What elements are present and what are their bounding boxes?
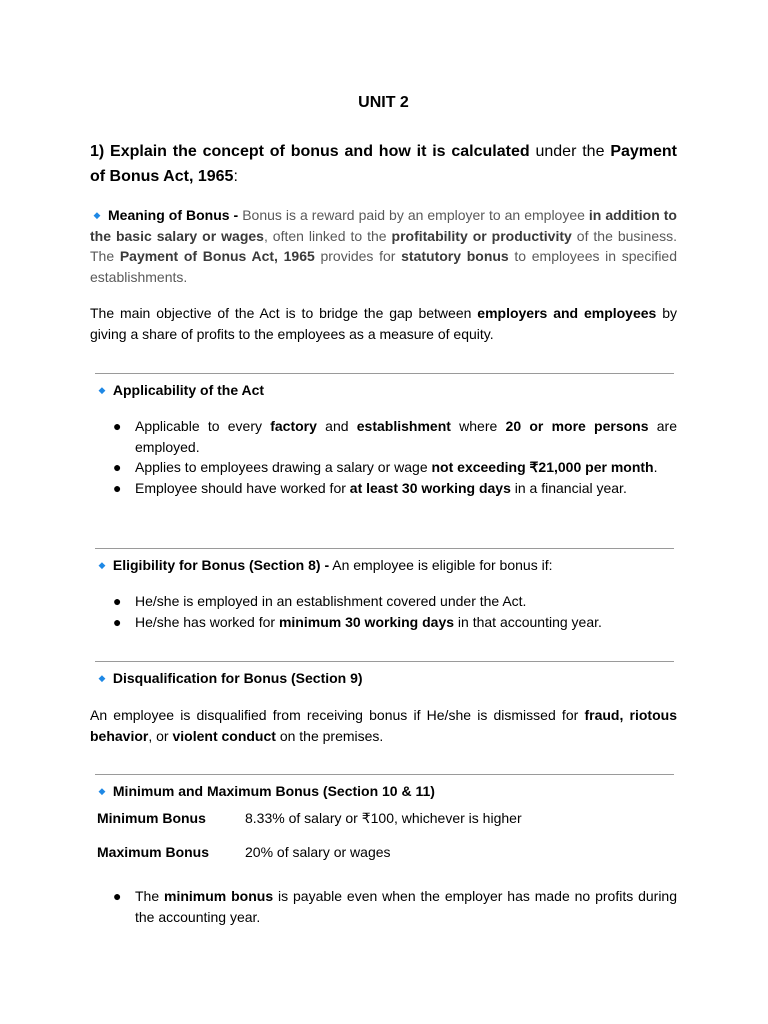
meaning-section xyxy=(90,205,677,287)
objective-text: by giving a share of profits to the employees as a measure of equity. xyxy=(90,305,677,342)
list-item xyxy=(110,612,677,633)
disq-text: An employee is disqualified from receiving bonus if He/she is dismissed for xyxy=(90,707,585,723)
objective-paragraph xyxy=(90,303,677,344)
disq-bold: violent conduct xyxy=(172,727,276,744)
disq-text: on the premises. xyxy=(275,727,384,744)
objective-section xyxy=(90,303,677,344)
item-bold: factory xyxy=(270,418,317,434)
divider xyxy=(95,548,674,549)
disq-bold: fraud, riotous behavior xyxy=(90,707,677,744)
question-heading xyxy=(90,139,677,189)
item-bold: minimum bonus xyxy=(164,888,274,904)
item-bold: minimum 30 working days xyxy=(278,613,455,630)
disqualification-paragraph xyxy=(90,705,677,746)
minmax-heading xyxy=(95,781,675,801)
item-text: Applicable to every xyxy=(135,418,271,434)
table-value: 20% of salary or wages xyxy=(245,844,391,860)
bullet-icon: ● xyxy=(113,888,122,904)
question-text-2: : xyxy=(233,168,238,185)
objective-bold: employers and employees xyxy=(477,305,657,321)
item-text: and xyxy=(316,418,357,434)
question-text-1: under the xyxy=(529,143,611,160)
divider xyxy=(95,774,674,775)
item-bold: not exceeding ₹21,000 per month xyxy=(431,459,654,475)
meaning-bold: statutory bonus xyxy=(401,248,509,264)
item-bold: at least 30 working days xyxy=(349,479,511,496)
disqualification-heading xyxy=(95,668,675,688)
minmax-title: Minimum and Maximum Bonus (Section 10 & 11) xyxy=(112,783,435,799)
diamond-bullet-icon: ◆ xyxy=(98,385,106,395)
item-text: where xyxy=(450,418,506,434)
item-text: is payable even when the employer has made no profits during the accounting year. xyxy=(135,888,678,925)
meaning-text: Bonus is a reward paid by an employer to an employee xyxy=(238,207,589,223)
item-text: are employed. xyxy=(135,418,678,455)
eligibility-heading xyxy=(95,555,675,575)
meaning-text: to employees in specified establishments. xyxy=(90,248,678,285)
meaning-text: of the business. The xyxy=(90,227,677,264)
eligibility-list xyxy=(110,591,677,632)
eligibility-desc: An employee is eligible for bonus if: xyxy=(329,557,553,573)
list-item xyxy=(110,886,677,927)
bonus-table xyxy=(97,801,522,869)
eligibility-title: Eligibility for Bonus (Section 8) - xyxy=(112,557,330,573)
item-text: The xyxy=(135,888,165,904)
item-text: He/she is employed in an establishment covered under the Act. xyxy=(135,593,527,609)
list-item xyxy=(110,416,677,457)
table-row xyxy=(97,801,522,835)
meaning-bold: profitability or productivity xyxy=(391,227,572,244)
bullet-icon: ● xyxy=(113,459,122,475)
bullet-icon: ● xyxy=(113,479,122,496)
disqualification-section xyxy=(90,705,677,746)
applicability-title: Applicability of the Act xyxy=(112,382,265,398)
applicability-heading xyxy=(95,380,675,400)
item-text: . xyxy=(653,459,658,475)
bullet-icon: ● xyxy=(113,418,122,434)
list-item xyxy=(110,478,677,499)
item-text: in that accounting year. xyxy=(454,613,602,630)
diamond-bullet-icon: ◆ xyxy=(98,673,106,683)
applicability-list xyxy=(110,416,677,498)
item-text: in a financial year. xyxy=(510,479,627,496)
diamond-bullet-icon: ◆ xyxy=(98,786,106,796)
diamond-bullet-icon: ◆ xyxy=(93,210,101,220)
bullet-icon: ● xyxy=(113,613,122,630)
bullet-icon: ● xyxy=(113,593,122,609)
item-text: Employee should have worked for xyxy=(135,479,350,496)
item-bold: 20 or more persons xyxy=(505,418,649,434)
disqualification-title: Disqualification for Bonus (Section 9) xyxy=(112,670,363,686)
table-key: Maximum Bonus xyxy=(97,844,210,860)
item-text: He/she has worked for xyxy=(135,613,279,630)
divider xyxy=(95,661,674,662)
meaning-label: Meaning of Bonus - xyxy=(108,207,239,223)
meaning-bold: in addition to the basic salary or wages xyxy=(90,207,677,244)
meaning-paragraph xyxy=(90,205,677,287)
diamond-bullet-icon: ◆ xyxy=(98,560,106,570)
table-key: Minimum Bonus xyxy=(97,810,206,826)
list-item xyxy=(110,591,677,612)
list-item xyxy=(110,457,677,478)
disq-text: , or xyxy=(148,727,173,744)
meaning-text: , often linked to the xyxy=(263,227,392,244)
table-row xyxy=(97,835,522,869)
objective-text: The main objective of the Act is to bridge the gap between xyxy=(90,305,478,321)
meaning-text: provides for xyxy=(314,248,402,264)
item-bold: establishment xyxy=(356,418,451,434)
unit-title: UNIT 2 xyxy=(358,94,409,111)
question-bold-2: Payment of Bonus Act, 1965 xyxy=(90,143,678,185)
divider xyxy=(95,373,674,374)
table-value: 8.33% of salary or ₹100, whichever is higher xyxy=(245,809,522,826)
item-text: Applies to employees drawing a salary or wage xyxy=(135,459,432,475)
meaning-bold: Payment of Bonus Act, 1965 xyxy=(119,248,315,264)
question-bold-1: 1) Explain the concept of bonus and how it is calculated xyxy=(90,143,530,160)
minmax-note-list xyxy=(110,886,677,927)
